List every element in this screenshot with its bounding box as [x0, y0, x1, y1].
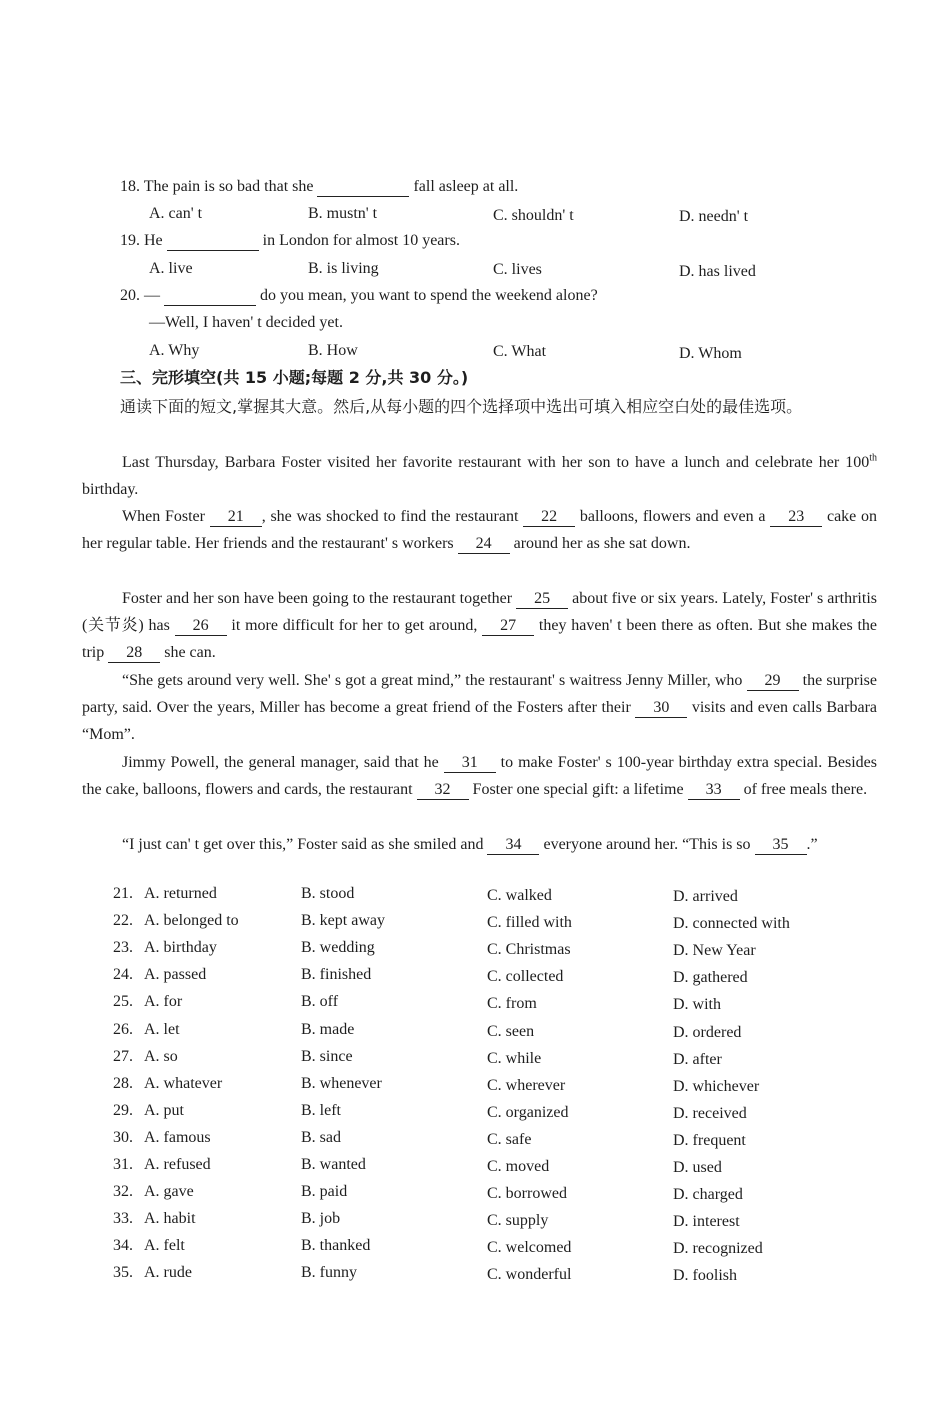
option-d: D. received [673, 1105, 747, 1122]
instruction-text: 通读下面的短文,掌握其大意。然后,从每小题的四个选择项中选出可填入相应空白处的最佳选项。 [120, 397, 803, 416]
option-a: A. rude [144, 1264, 192, 1281]
cloze-blank-23: 23 [770, 508, 822, 527]
option-a: A. can' t [149, 205, 203, 222]
paragraph-text: When Foster [122, 508, 210, 525]
option-a: A. so [144, 1048, 178, 1065]
option-number: 32. [113, 1183, 133, 1200]
option-number: 35. [113, 1264, 133, 1281]
question-stem-after: in London for almost 10 years. [262, 232, 460, 249]
cloze-blank-33: 33 [688, 781, 740, 800]
option-a: A. famous [144, 1129, 211, 1146]
option-c: C. moved [487, 1158, 550, 1175]
question-18 [120, 177, 518, 197]
passage-paragraph-4 [82, 667, 877, 748]
option-number: 31. [113, 1156, 133, 1173]
option-c: C. wherever [487, 1077, 566, 1094]
option-number: 28. [113, 1075, 133, 1092]
paragraph-text: to make Foster' s 100-year birthday extra special. Besides the cake, balloons, flowers and cards, the restaurant [82, 754, 877, 798]
option-c: C. welcomed [487, 1239, 572, 1256]
option-b: B. stood [301, 885, 355, 902]
option-c: C. seen [487, 1023, 535, 1040]
option-a: A. felt [144, 1237, 185, 1254]
question-19 [120, 231, 460, 251]
option-c: C. supply [487, 1212, 549, 1229]
option-c: C. wonderful [487, 1266, 572, 1283]
passage-paragraph-6 [82, 831, 877, 858]
paragraph-text: about five or six years. Lately, Foster' s arthritis (关节炎) has [82, 590, 877, 634]
option-a: A. passed [144, 966, 207, 983]
option-a: A. whatever [144, 1075, 223, 1092]
section-instruction [82, 394, 877, 420]
option-d: D. after [673, 1051, 722, 1068]
dialogue-reply: —Well, I haven' t decided yet. [149, 314, 343, 331]
option-b: B. whenever [301, 1075, 382, 1092]
question-number: 18. [120, 178, 140, 195]
option-d: D. with [673, 996, 721, 1013]
option-c: C. lives [493, 261, 542, 278]
option-b: B. wedding [301, 939, 375, 956]
paragraph-text: .” [806, 836, 818, 853]
paragraph-text: “I just can' t get over this,” Foster said as she smiled and [122, 836, 488, 853]
option-a: A. belonged to [144, 912, 239, 929]
option-number: 22. [113, 912, 133, 929]
paragraph-text: birthday. [82, 481, 139, 498]
paragraph-text: “She gets around very well. She' s got a great mind,” the restaurant' s waitress Jenny Miller, who [122, 672, 747, 689]
section-heading: 三、完形填空(共 15 小题;每题 2 分,共 30 分。) [120, 368, 469, 387]
cloze-blank-28: 28 [108, 644, 160, 663]
option-a: A. gave [144, 1183, 194, 1200]
option-b: B. How [308, 342, 358, 359]
option-number: 30. [113, 1129, 133, 1146]
cloze-blank-27: 27 [482, 617, 534, 636]
cloze-blank-22: 22 [523, 508, 575, 527]
option-number: 33. [113, 1210, 133, 1227]
cloze-blank-26: 26 [175, 617, 227, 636]
option-number: 34. [113, 1237, 133, 1254]
option-d: D. foolish [673, 1267, 737, 1284]
option-d: D. gathered [673, 969, 748, 986]
option-d: D. ordered [673, 1024, 742, 1041]
option-a: A. returned [144, 885, 217, 902]
option-number: 25. [113, 993, 133, 1010]
option-d: D. New Year [673, 942, 756, 959]
passage-paragraph-5 [82, 749, 877, 803]
option-d: D. charged [673, 1186, 743, 1203]
option-c: C. borrowed [487, 1185, 567, 1202]
option-a: A. birthday [144, 939, 217, 956]
option-c: C. filled with [487, 914, 572, 931]
option-c: C. What [493, 343, 547, 360]
paragraph-text: , she was shocked to find the restaurant [261, 508, 524, 525]
option-b: B. job [301, 1210, 341, 1227]
option-c: C. walked [487, 887, 552, 904]
option-a: A. put [144, 1102, 184, 1119]
paragraph-text: everyone around her. “This is so [539, 836, 755, 853]
option-d: D. connected with [673, 915, 790, 932]
option-b: B. off [301, 993, 339, 1010]
paragraph-text: it more difficult for her to get around, [226, 617, 483, 634]
passage-paragraph-3 [82, 585, 877, 666]
option-d: D. recognized [673, 1240, 763, 1257]
paragraph-text: balloons, flowers and even a [575, 508, 771, 525]
option-b: B. sad [301, 1129, 341, 1146]
passage-paragraph-1 [82, 449, 877, 503]
option-b: B. is living [308, 260, 379, 277]
question-stem-before: — [144, 287, 160, 304]
option-b: B. since [301, 1048, 353, 1065]
option-b: B. left [301, 1102, 341, 1119]
paragraph-text: Foster one special gift: a lifetime [468, 781, 688, 798]
option-b: B. made [301, 1021, 355, 1038]
paragraph-text: Jimmy Powell, the general manager, said that he [122, 754, 444, 771]
option-c: C. organized [487, 1104, 569, 1121]
option-c: C. safe [487, 1131, 532, 1148]
option-a: A. Why [149, 342, 200, 359]
option-number: 23. [113, 939, 133, 956]
cloze-blank-30: 30 [635, 699, 687, 718]
option-b: B. kept away [301, 912, 385, 929]
option-a: A. refused [144, 1156, 211, 1173]
option-number: 24. [113, 966, 133, 983]
question-20 [120, 286, 598, 306]
option-a: A. for [144, 993, 183, 1010]
paragraph-text: Foster and her son have been going to the restaurant together [122, 590, 517, 607]
option-a: A. let [144, 1021, 180, 1038]
cloze-blank-34: 34 [487, 836, 539, 855]
answer-blank [317, 178, 409, 197]
option-d: D. arrived [673, 888, 738, 905]
option-c: C. shouldn' t [493, 207, 574, 224]
question-number: 19. [120, 232, 140, 249]
question-stem-before: The pain is so bad that she [143, 178, 314, 195]
option-b: B. finished [301, 966, 372, 983]
option-number: 26. [113, 1021, 133, 1038]
option-b: B. paid [301, 1183, 348, 1200]
option-c: C. Christmas [487, 941, 571, 958]
question-stem-before: He [144, 232, 163, 249]
answer-blank [167, 232, 259, 251]
option-c: C. collected [487, 968, 564, 985]
option-a: A. live [149, 260, 193, 277]
option-d: D. has lived [679, 263, 756, 280]
question-stem-after: fall asleep at all. [413, 178, 519, 195]
passage-paragraph-2 [82, 503, 877, 557]
option-d: D. whichever [673, 1078, 760, 1095]
option-d: D. Whom [679, 345, 742, 362]
option-number: 27. [113, 1048, 133, 1065]
option-d: D. needn' t [679, 208, 749, 225]
cloze-blank-31: 31 [444, 754, 496, 773]
paragraph-text: of free meals there. [739, 781, 868, 798]
paragraph-text: cake on her regular table. Her friends and the restaurant' s workers [82, 508, 878, 552]
question-number: 20. [120, 287, 140, 304]
cloze-blank-29: 29 [747, 672, 799, 691]
paragraph-text: they haven' t been there as often. But she makes the trip [82, 617, 877, 661]
option-number: 29. [113, 1102, 133, 1119]
option-d: D. used [673, 1159, 722, 1176]
cloze-blank-25: 25 [516, 590, 568, 609]
option-a: A. habit [144, 1210, 196, 1227]
cloze-blank-35: 35 [755, 836, 807, 855]
answer-blank [164, 287, 256, 306]
paragraph-text: around her as she sat down. [509, 535, 691, 552]
option-c: C. from [487, 995, 537, 1012]
paragraph-text: visits and even calls Barbara “Mom”. [82, 699, 878, 743]
option-b: B. mustn' t [308, 205, 378, 222]
question-stem-after: do you mean, you want to spend the weekend alone? [260, 287, 598, 304]
cloze-blank-24: 24 [458, 535, 510, 554]
option-b: B. wanted [301, 1156, 366, 1173]
option-d: D. frequent [673, 1132, 746, 1149]
cloze-blank-21: 21 [210, 508, 262, 527]
paragraph-text: Last Thursday, Barbara Foster visited her favorite restaurant with her son to have a lunch and celebrate her 100 [122, 454, 870, 471]
option-b: B. thanked [301, 1237, 371, 1254]
cloze-blank-32: 32 [417, 781, 469, 800]
paragraph-text: the surprise party, said. Over the years, Miller has become a great friend of the Fosters after their [82, 672, 877, 716]
option-d: D. interest [673, 1213, 740, 1230]
option-number: 21. [113, 885, 133, 902]
superscript: th [869, 452, 877, 464]
option-c: C. while [487, 1050, 542, 1067]
paragraph-text: she can. [160, 644, 216, 661]
option-b: B. funny [301, 1264, 357, 1281]
